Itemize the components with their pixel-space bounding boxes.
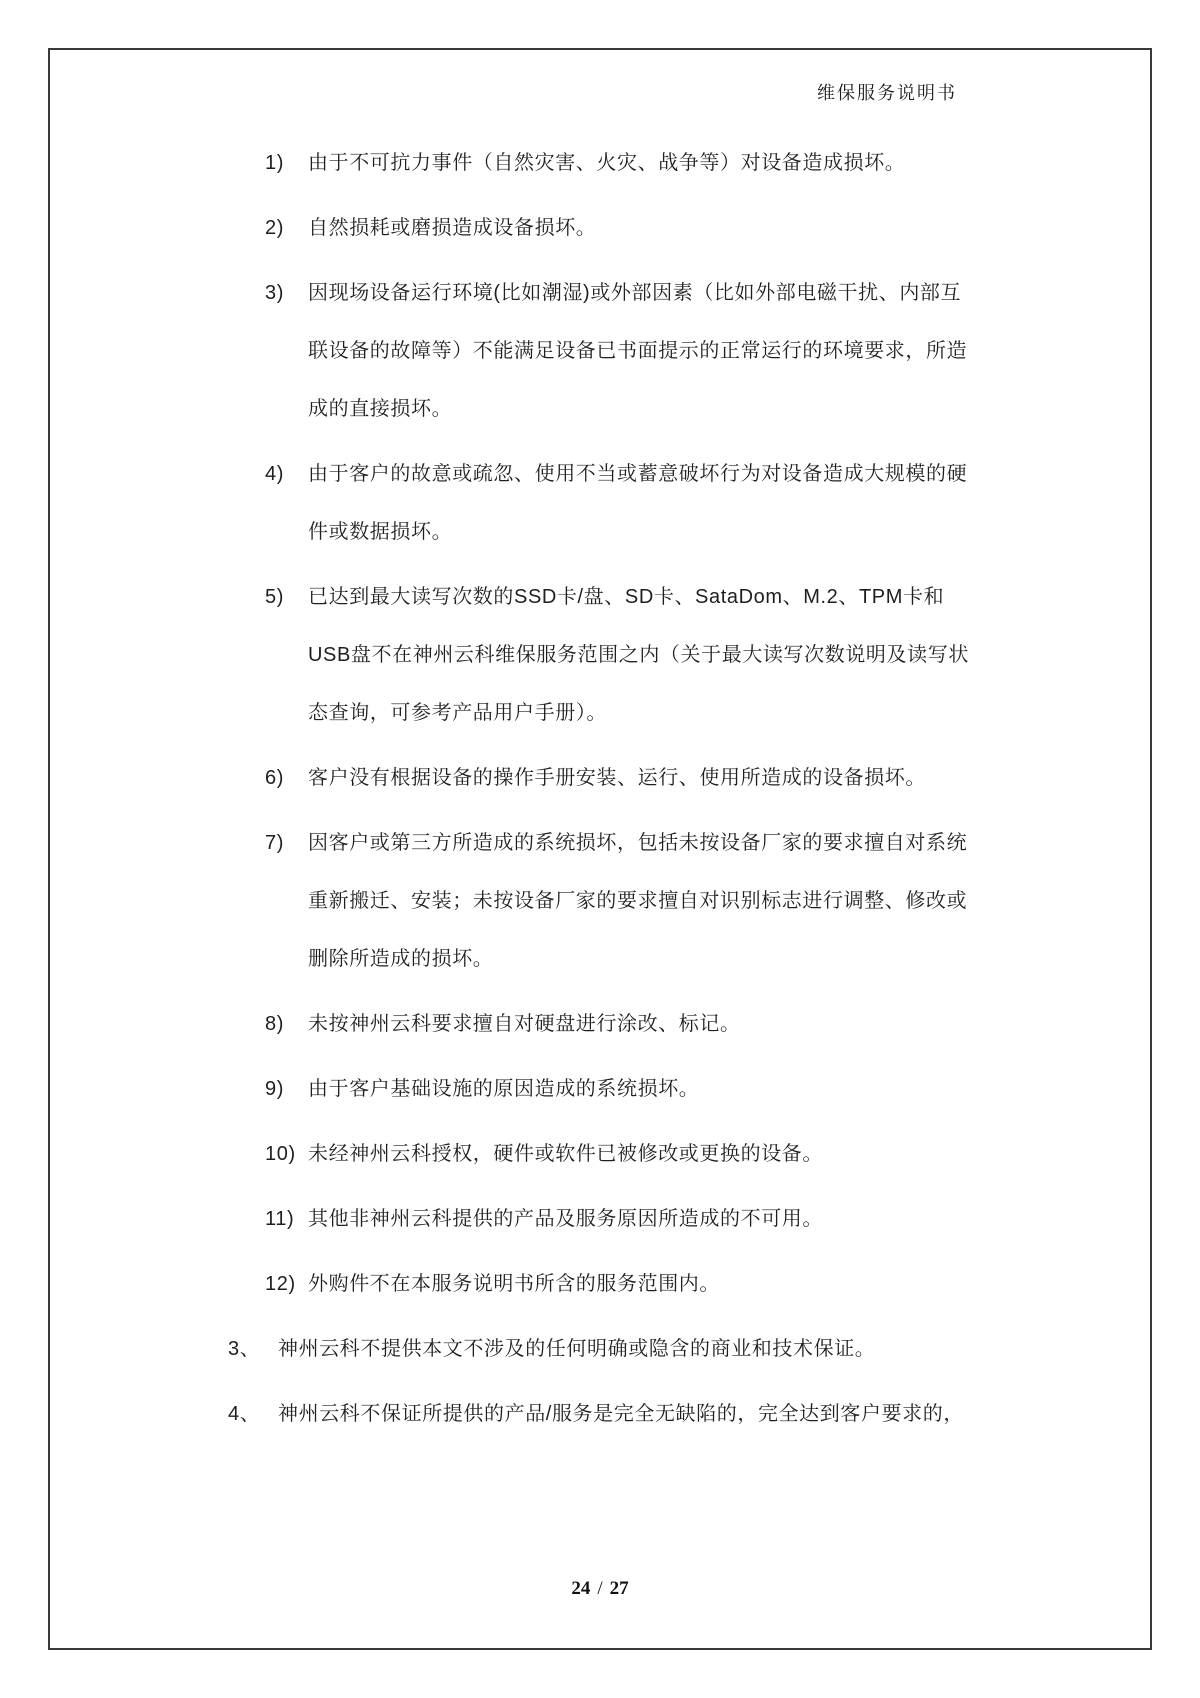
list-item-lines bbox=[308, 445, 985, 561]
list-item-line: 态查询，可参考产品用户手册）。 bbox=[308, 702, 607, 724]
list-item-number: 12) bbox=[265, 1273, 296, 1295]
list-item-line: 由于客户的故意或疏忽、使用不当或蓄意破坏行为对设备造成大规模的硬 bbox=[308, 463, 968, 485]
list-item-number: 4) bbox=[265, 463, 284, 485]
list-item-lines bbox=[308, 568, 985, 742]
list-item-lines bbox=[308, 199, 985, 257]
list-item-number: 11) bbox=[265, 1208, 295, 1230]
list-item-lines bbox=[308, 749, 985, 807]
list-item bbox=[265, 264, 985, 438]
list-item bbox=[265, 1060, 985, 1118]
list-item-number: 3、 bbox=[228, 1338, 261, 1360]
list-item-line: 重新搬迁、安装；未按设备厂家的要求擅自对识别标志进行调整、修改或 bbox=[308, 890, 968, 912]
page-number-total: 27 bbox=[609, 1578, 629, 1599]
list-item-lines bbox=[308, 1125, 985, 1183]
list-item bbox=[265, 1255, 985, 1313]
list-item-line: 客户没有根据设备的操作手册安装、运行、使用所造成的设备损坏。 bbox=[308, 767, 926, 789]
list-item bbox=[265, 1190, 985, 1248]
list-item-line: 因现场设备运行环境(比如潮湿)或外部因素（比如外部电磁干扰、内部互 bbox=[308, 282, 962, 304]
list-item-line: 未经神州云科授权，硬件或软件已被修改或更换的设备。 bbox=[308, 1143, 823, 1165]
list-item-line: 因客户或第三方所造成的系统损坏，包括未按设备厂家的要求擅自对系统 bbox=[308, 832, 968, 854]
list-item bbox=[228, 1320, 985, 1378]
list-item-line: 成的直接损坏。 bbox=[308, 398, 453, 420]
list-item-lines bbox=[308, 1190, 985, 1248]
list-item-number: 5) bbox=[265, 586, 284, 608]
list-item-line: 神州云科不提供本文不涉及的任何明确或隐含的商业和技术保证。 bbox=[278, 1338, 876, 1360]
list-item-line: 联设备的故障等）不能满足设备已书面提示的正常运行的环境要求，所造 bbox=[308, 340, 968, 362]
list-item-line: 神州云科不保证所提供的产品/服务是完全无缺陷的，完全达到客户要求的， bbox=[278, 1403, 964, 1425]
list-item-line: 其他非神州云科提供的产品及服务原因所造成的不可用。 bbox=[308, 1208, 823, 1230]
list-item-number: 10) bbox=[265, 1143, 296, 1165]
list-item-lines bbox=[308, 134, 985, 192]
list-item-lines bbox=[308, 814, 985, 988]
content-list bbox=[228, 134, 985, 1450]
list-item bbox=[265, 199, 985, 257]
list-item-number: 1) bbox=[265, 152, 284, 174]
list-item-number: 3) bbox=[265, 282, 284, 304]
list-item-lines bbox=[278, 1385, 985, 1443]
list-item-line: 件或数据损坏。 bbox=[308, 521, 453, 543]
list-item bbox=[265, 568, 985, 742]
list-item-number: 6) bbox=[265, 767, 284, 789]
list-item-number: 2) bbox=[265, 217, 284, 239]
list-item bbox=[265, 1125, 985, 1183]
list-item-line: 外购件不在本服务说明书所含的服务范围内。 bbox=[308, 1273, 720, 1295]
list-item-line: 删除所造成的损坏。 bbox=[308, 948, 494, 970]
footer-page-number bbox=[0, 1578, 1200, 1600]
list-item-line: 已达到最大读写次数的SSD卡/盘、SD卡、SataDom、M.2、TPM卡和 bbox=[308, 586, 945, 608]
list-item bbox=[265, 814, 985, 988]
list-item-lines bbox=[308, 995, 985, 1053]
list-item-line: 自然损耗或磨损造成设备损坏。 bbox=[308, 217, 597, 239]
list-item-number: 4、 bbox=[228, 1403, 261, 1425]
list-item-lines bbox=[308, 1060, 985, 1118]
list-item-lines bbox=[278, 1320, 985, 1378]
list-item bbox=[228, 1385, 985, 1443]
list-item-line: 由于不可抗力事件（自然灾害、火灾、战争等）对设备造成损坏。 bbox=[308, 152, 906, 174]
header-title: 维保服务说明书 bbox=[817, 83, 957, 103]
page-number-current: 24 bbox=[571, 1578, 591, 1599]
list-item-number: 7) bbox=[265, 832, 284, 854]
list-item bbox=[265, 134, 985, 192]
list-item bbox=[265, 749, 985, 807]
list-item-line: 未按神州云科要求擅自对硬盘进行涂改、标记。 bbox=[308, 1013, 741, 1035]
list-item-line: USB盘不在神州云科维保服务范围之内（关于最大读写次数说明及读写状 bbox=[308, 644, 969, 666]
list-item bbox=[265, 445, 985, 561]
page-number-separator: / bbox=[597, 1578, 603, 1599]
list-item-line: 由于客户基础设施的原因造成的系统损坏。 bbox=[308, 1078, 700, 1100]
list-item-number: 9) bbox=[265, 1078, 284, 1100]
list-item-lines bbox=[308, 1255, 985, 1313]
list-item bbox=[265, 995, 985, 1053]
list-item-number: 8) bbox=[265, 1013, 284, 1035]
list-item-lines bbox=[308, 264, 985, 438]
